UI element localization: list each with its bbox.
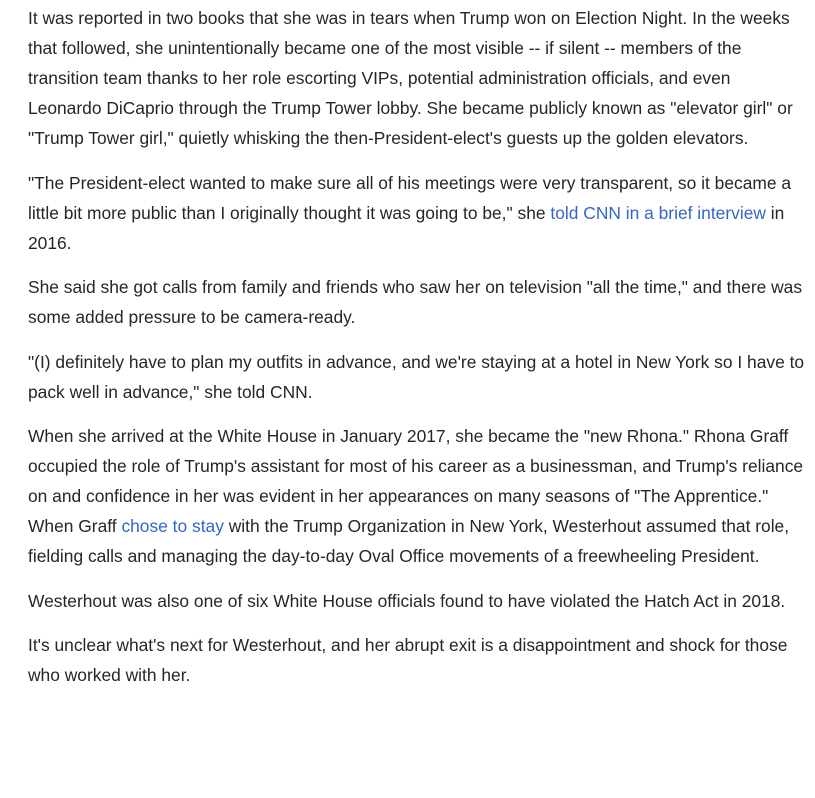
article-paragraph: [28, 168, 805, 258]
article-paragraph: [28, 630, 805, 690]
paragraph-text: When she arrived at the White House in January 2017, she became the "new Rhona." Rhona Graff occupied the role of Trump's assistant for most of his career as a businessman, and Trump's reliance on and confidence in her was evident in her appearances on many seasons of "The Apprentice." When Graff: [28, 426, 804, 536]
article-paragraph: [28, 586, 805, 616]
article-paragraph: [28, 272, 805, 332]
paragraph-text: "The President-elect wanted to make sure all of his meetings were very transparent, so it became a little bit more public than I originally thought it was going to be," she: [28, 172, 792, 223]
article-paragraph: [28, 347, 805, 407]
paragraph-text: It was reported in two books that she was in tears when Trump won on Election Night. In the weeks that followed, she unintentionally became one of the most visible -- if silent -- members of the transition team thanks to her role escorting VIPs, potential administration officials, and even Leonardo DiCaprio through the Trump Tower lobby. She became publicly known as "elevator girl" or "Trump Tower girl," quietly whisking the then-President-elect's guests up the golden elevators.: [28, 8, 793, 148]
paragraph-text: Westerhout was also one of six White House officials found to have violated the Hatch Act in 2018.: [28, 590, 786, 611]
paragraph-text: It's unclear what's next for Westerhout, and her abrupt exit is a disappointment and shock for those who worked with her.: [28, 635, 788, 685]
chose-to-stay-link[interactable]: chose to stay: [121, 516, 224, 536]
paragraph-text: in 2016.: [28, 202, 785, 253]
article-paragraph: [28, 3, 805, 153]
article-paragraph: [28, 421, 805, 571]
paragraph-text: with the Trump Organization in New York, Westerhout assumed that role, fielding calls and managing the day-to-day Oval Office movements of a freewheeling President.: [28, 516, 790, 566]
paragraph-text: "(I) definitely have to plan my outfits in advance, and we're staying at a hotel in New York so I have to pack well in advance," she told CNN.: [28, 351, 805, 402]
paragraph-text: She said she got calls from family and friends who saw her on television "all the time," and there was some added pressure to be camera-ready.: [28, 277, 803, 327]
told-cnn-interview-link[interactable]: told CNN in a brief interview: [550, 202, 766, 223]
